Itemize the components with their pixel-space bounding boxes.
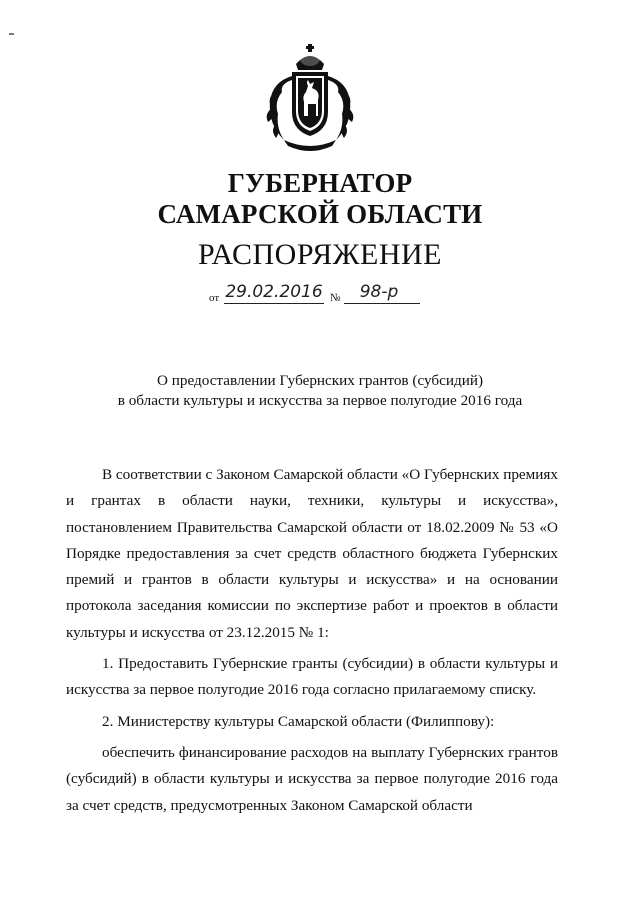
document-subject: [0, 371, 640, 411]
scan-mark: [9, 33, 14, 35]
paragraph-item-2-text: обеспечить финансирование расходов на выплату Губернских грантов (субсидий) в области культуры и искусства за первое полугодие 2016 года за счет средств, предусмотренных Законом Самарской области: [66, 743, 558, 814]
document-body: [66, 462, 558, 819]
date-value: 29.02.2016: [225, 282, 323, 302]
margin-stamp: [13, 802, 27, 862]
registration-line: [0, 283, 640, 305]
paragraph-item-1: 1. Предоставить Губернские гранты (субсидии) в области культуры и искусства за первое полугодие 2016 года согласно прилагаемому списку.: [66, 655, 558, 699]
issuer-title: [0, 168, 640, 230]
date-label: от: [209, 292, 220, 304]
paragraph-preamble: В соответствии с Законом Самарской области «О Губернских премиях и грантах в области науки, техники, культуры и искусства», постановлением Правительства Самарской области от 18.02.2009 № 53 «О Порядке предоставления за счет средств областного бюджета Губернских премий и грантов в области культуры и искусства» и на основании протокола заседания комиссии по экспертизе работ и проектов в области культуры и искусства от 23.12.2015 № 1:: [66, 466, 558, 641]
date-underline: [224, 303, 324, 304]
subject-line-1: О предоставлении Губернских грантов (субсидий): [156, 372, 484, 389]
paragraph-item-2: 2. Министерству культуры Самарской области (Филиппову):: [102, 712, 495, 730]
subject-line-2: в области культуры и искусства за первое полугодие 2016 года: [117, 392, 523, 409]
issuer-line-1: ГУБЕРНАТОР: [227, 168, 413, 198]
issuer-line-2: САМАРСКОЙ ОБЛАСТИ: [157, 199, 483, 229]
document-type: РАСПОРЯЖЕНИЕ: [197, 238, 443, 271]
number-label: №: [330, 292, 341, 304]
number-value: 98-р: [359, 282, 399, 302]
number-underline: [344, 303, 420, 304]
coat-of-arms-icon: [262, 42, 358, 152]
